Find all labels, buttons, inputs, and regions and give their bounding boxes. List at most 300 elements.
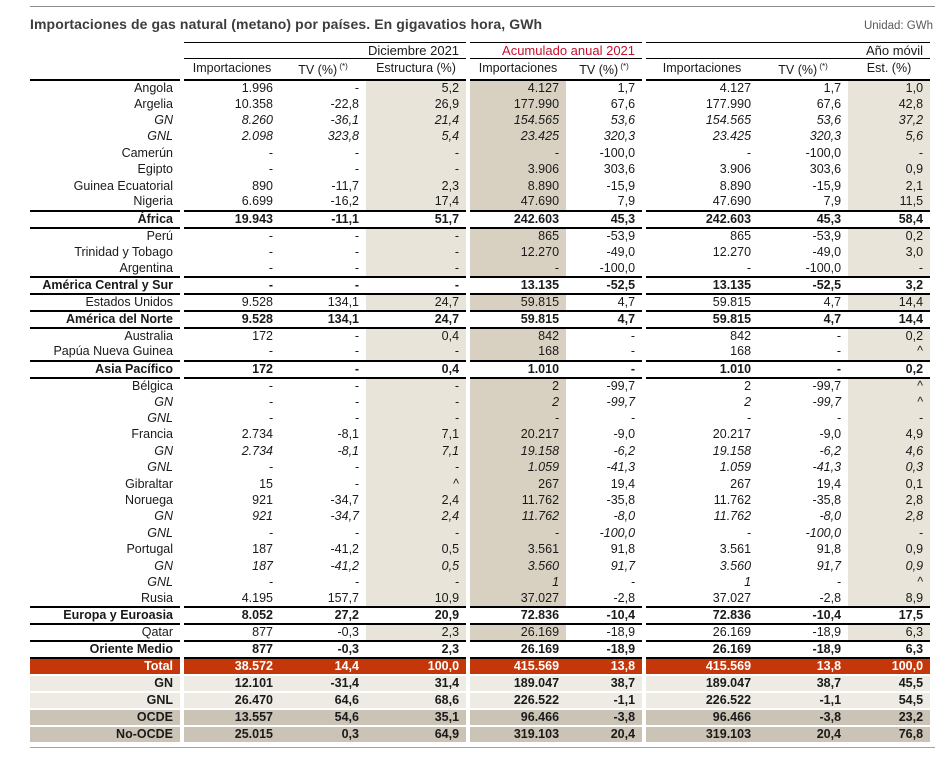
- value-cell: 37.027: [470, 591, 566, 607]
- value-cell: 12.270: [712, 244, 752, 259]
- value-cell: -: [354, 260, 359, 275]
- value-cell: 3.906: [470, 162, 566, 178]
- value-cell: -: [836, 575, 842, 589]
- value-cell: -: [280, 277, 366, 294]
- value-cell: -1,1: [758, 692, 848, 709]
- column-header: Importaciones: [184, 59, 280, 80]
- value-cell: -8,0: [819, 509, 842, 524]
- value-cell: -: [354, 244, 359, 259]
- value-cell: 319.103: [646, 726, 758, 742]
- value-cell: -18,9: [606, 625, 636, 640]
- value-cell: 1.010: [646, 361, 758, 378]
- value-cell: 8.890: [470, 178, 566, 194]
- value-cell: 45,3: [758, 211, 848, 228]
- value-cell: 0,2: [848, 328, 930, 344]
- value-cell: 72.836: [646, 607, 758, 624]
- value-cell: -0,3: [337, 625, 359, 640]
- value-cell: -6,2: [613, 443, 636, 458]
- value-cell: -49,0: [606, 244, 636, 259]
- row-label: GN: [154, 113, 173, 128]
- value-cell: 10.358: [234, 96, 273, 111]
- page-title: Importaciones de gas natural (metano) por países. En gigavatios hora, GWh: [30, 16, 543, 32]
- value-cell: -: [268, 460, 273, 475]
- value-cell: 54,6: [280, 709, 366, 726]
- value-cell: 267: [470, 476, 566, 492]
- table-row: [30, 574, 930, 590]
- table-row: [30, 443, 930, 459]
- row-label: Perú: [146, 228, 173, 243]
- value-cell: -: [354, 575, 359, 589]
- value-cell: 64,9: [366, 726, 466, 742]
- value-cell: 842: [730, 329, 752, 344]
- row-label: GN: [30, 675, 180, 692]
- value-cell: 303,6: [809, 162, 842, 177]
- value-cell: 72.836: [470, 607, 566, 624]
- column-header: TV (%) (*): [280, 59, 366, 80]
- value-cell: -: [354, 378, 359, 393]
- value-cell: 26,9: [366, 96, 466, 112]
- value-cell: 2: [470, 378, 566, 394]
- value-cell: -99,7: [812, 378, 842, 393]
- value-cell: 54,5: [848, 692, 930, 709]
- table-row: [30, 542, 930, 558]
- table-row: [30, 558, 930, 574]
- row-label: Estados Unidos: [85, 294, 173, 309]
- value-cell: 5,4: [366, 129, 466, 145]
- value-cell: 19.158: [712, 443, 752, 458]
- value-cell: -34,7: [330, 493, 359, 508]
- row-label: GNL: [147, 129, 173, 144]
- value-cell: -9,0: [819, 427, 842, 442]
- value-cell: 2.098: [241, 129, 273, 144]
- table-row: [30, 675, 930, 692]
- value-cell: 2,8: [848, 492, 930, 508]
- row-label: OCDE: [30, 709, 180, 726]
- value-cell: -: [354, 411, 359, 426]
- value-cell: 2: [744, 378, 752, 393]
- table-row: [30, 607, 930, 624]
- value-cell: ^: [848, 344, 930, 360]
- row-label: Papúa Nueva Guinea: [53, 344, 173, 359]
- table-row: [30, 378, 930, 394]
- row-label: GNL: [147, 411, 173, 426]
- value-cell: 23,2: [848, 709, 930, 726]
- value-cell: -10,4: [758, 607, 848, 624]
- value-cell: 157,7: [327, 590, 359, 605]
- value-cell: -: [354, 344, 359, 359]
- value-cell: -: [836, 344, 842, 359]
- value-cell: 31,4: [366, 675, 466, 692]
- value-cell: 6.699: [241, 194, 273, 209]
- value-cell: 38,7: [566, 675, 642, 692]
- imports-table: [30, 42, 930, 742]
- row-label: Rusia: [141, 590, 173, 605]
- corner-cell: [30, 59, 180, 80]
- value-cell: 6,3: [848, 641, 930, 658]
- column-header: Importaciones: [470, 59, 566, 80]
- value-cell: 27,2: [280, 607, 366, 624]
- value-cell: -: [366, 460, 466, 476]
- value-cell: -99,7: [812, 394, 842, 409]
- row-label: Australia: [124, 329, 173, 344]
- value-cell: 3.560: [470, 558, 566, 574]
- table-row: [30, 641, 930, 658]
- value-cell: -: [366, 344, 466, 360]
- value-cell: -100,0: [805, 525, 842, 540]
- value-cell: 2,4: [366, 509, 466, 525]
- table-row: [30, 328, 930, 344]
- value-cell: 189.047: [470, 675, 566, 692]
- row-label: Nigeria: [133, 194, 173, 209]
- value-cell: -15,9: [606, 178, 636, 193]
- row-label: Total: [30, 658, 180, 675]
- value-cell: -: [268, 525, 273, 540]
- value-cell: -6,2: [819, 443, 842, 458]
- value-cell: -: [354, 394, 359, 409]
- value-cell: -41,2: [330, 558, 359, 573]
- value-cell: 20,4: [758, 726, 848, 742]
- value-cell: 865: [730, 228, 752, 243]
- row-label: Oriente Medio: [30, 641, 180, 658]
- value-cell: 58,4: [848, 211, 930, 228]
- value-cell: 25.015: [184, 726, 280, 742]
- value-cell: -: [366, 244, 466, 260]
- value-cell: 13,8: [566, 658, 642, 675]
- value-cell: -: [354, 145, 359, 160]
- value-cell: -: [366, 260, 466, 276]
- value-cell: -: [366, 277, 466, 294]
- value-cell: 2.734: [241, 427, 273, 442]
- value-cell: -3,8: [566, 709, 642, 726]
- value-cell: 26.169: [470, 624, 566, 641]
- value-cell: -0,3: [280, 641, 366, 658]
- table-row: [30, 228, 930, 244]
- row-label: América del Norte: [30, 311, 180, 328]
- value-cell: 26.169: [470, 641, 566, 658]
- value-cell: 13.557: [184, 709, 280, 726]
- value-cell: -: [280, 361, 366, 378]
- value-cell: -34,7: [330, 509, 359, 524]
- value-cell: -: [366, 228, 466, 244]
- value-cell: -8,0: [613, 509, 636, 524]
- value-cell: -8,1: [337, 427, 359, 442]
- value-cell: 59.815: [646, 311, 758, 328]
- value-cell: 415.569: [470, 658, 566, 675]
- value-cell: 67,6: [816, 96, 842, 111]
- value-cell: 38,7: [758, 675, 848, 692]
- table-row: [30, 311, 930, 328]
- value-cell: 4.127: [470, 80, 566, 96]
- table-row: [30, 476, 930, 492]
- value-cell: 8,9: [848, 591, 930, 607]
- value-cell: -: [470, 145, 566, 161]
- value-cell: 59.815: [470, 294, 566, 311]
- value-cell: 38.572: [184, 658, 280, 675]
- table-row: [30, 427, 930, 443]
- value-cell: -: [746, 411, 752, 426]
- value-cell: 0,3: [848, 460, 930, 476]
- value-cell: 91,7: [610, 558, 636, 573]
- value-cell: 134,1: [327, 294, 359, 309]
- value-cell: 100,0: [848, 658, 930, 675]
- value-cell: -: [836, 411, 842, 426]
- value-cell: 0,9: [848, 162, 930, 178]
- value-cell: 1.010: [470, 361, 566, 378]
- value-cell: 187: [252, 542, 273, 557]
- value-cell: 8.052: [184, 607, 280, 624]
- value-cell: -: [184, 277, 280, 294]
- value-cell: -: [470, 410, 566, 426]
- value-cell: 4.127: [719, 80, 752, 95]
- value-cell: -: [848, 410, 930, 426]
- row-label: Bélgica: [132, 378, 173, 393]
- value-cell: 9.528: [241, 294, 273, 309]
- table-row: [30, 726, 930, 742]
- value-cell: -: [836, 329, 842, 344]
- value-cell: 1.059: [470, 460, 566, 476]
- unit-label: Unidad: GWh: [863, 20, 933, 32]
- value-cell: 96.466: [646, 709, 758, 726]
- column-header: TV (%) (*): [566, 59, 642, 80]
- value-cell: 20.217: [712, 427, 752, 442]
- row-label: No-OCDE: [30, 726, 180, 742]
- value-cell: 42,8: [848, 96, 930, 112]
- row-label: Camerún: [121, 145, 173, 160]
- value-cell: 0,1: [848, 476, 930, 492]
- value-cell: 5,6: [848, 129, 930, 145]
- value-cell: 4,7: [823, 294, 842, 309]
- value-cell: -: [366, 145, 466, 161]
- value-cell: -18,9: [812, 625, 842, 640]
- row-label: Gibraltar: [125, 476, 173, 491]
- value-cell: 20,9: [366, 607, 466, 624]
- table-row: [30, 344, 930, 360]
- value-cell: -100,0: [599, 260, 636, 275]
- value-cell: 3.561: [719, 542, 752, 557]
- value-cell: 37.027: [712, 590, 752, 605]
- value-cell: -: [848, 260, 930, 276]
- value-cell: 921: [252, 509, 273, 524]
- value-cell: -52,5: [758, 277, 848, 294]
- value-cell: -: [268, 378, 273, 393]
- value-cell: -53,9: [812, 228, 842, 243]
- value-cell: 17,4: [366, 194, 466, 210]
- value-cell: 68,6: [366, 692, 466, 709]
- value-cell: 9.528: [184, 311, 280, 328]
- row-label: Trinidad y Tobago: [74, 244, 173, 259]
- table-row: [30, 211, 930, 228]
- value-cell: -: [366, 378, 466, 394]
- value-cell: 172: [184, 361, 280, 378]
- corner-cell: [30, 43, 180, 59]
- value-cell: 0,4: [366, 328, 466, 344]
- table-row: [30, 162, 930, 178]
- value-cell: 0,3: [280, 726, 366, 742]
- value-cell: 323,8: [327, 129, 359, 144]
- value-cell: 1,7: [617, 80, 636, 95]
- value-cell: 3.906: [719, 162, 752, 177]
- value-cell: 14,4: [848, 294, 930, 311]
- table-row: [30, 460, 930, 476]
- value-cell: -36,1: [330, 113, 359, 128]
- value-cell: 0,2: [848, 361, 930, 378]
- value-cell: 242.603: [646, 211, 758, 228]
- table-row: [30, 361, 930, 378]
- table-row: [30, 709, 930, 726]
- value-cell: 842: [470, 328, 566, 344]
- value-cell: 319.103: [470, 726, 566, 742]
- row-label: África: [30, 211, 180, 228]
- value-cell: -100,0: [599, 145, 636, 160]
- value-cell: 267: [730, 476, 752, 491]
- value-cell: 26.470: [184, 692, 280, 709]
- value-cell: 4,7: [566, 311, 642, 328]
- value-cell: 8.260: [241, 113, 273, 128]
- value-cell: 15: [259, 476, 273, 491]
- value-cell: 24,7: [366, 311, 466, 328]
- value-cell: -: [366, 574, 466, 590]
- value-cell: 53,6: [610, 113, 636, 128]
- value-cell: 4,7: [617, 294, 636, 309]
- value-cell: -: [746, 525, 752, 540]
- row-label: GNL: [147, 575, 173, 589]
- value-cell: -11,7: [331, 178, 359, 193]
- value-cell: -35,8: [606, 493, 636, 508]
- value-cell: 921: [252, 493, 273, 508]
- value-cell: 865: [470, 228, 566, 244]
- row-label: Guinea Ecuatorial: [73, 178, 173, 193]
- value-cell: -8,1: [337, 443, 359, 458]
- value-cell: 154.565: [470, 112, 566, 128]
- row-label: GN: [154, 509, 173, 524]
- value-cell: 19.943: [184, 211, 280, 228]
- value-cell: -35,8: [812, 493, 842, 508]
- column-header: Importaciones: [646, 59, 758, 80]
- value-cell: 13.135: [646, 277, 758, 294]
- table-row: [30, 194, 930, 210]
- table-row: [30, 129, 930, 145]
- value-cell: 67,6: [610, 96, 636, 111]
- value-cell: -: [268, 244, 273, 259]
- value-cell: 14,4: [280, 658, 366, 675]
- value-cell: 47.690: [712, 194, 752, 209]
- value-cell: -: [366, 394, 466, 410]
- table-row: [30, 692, 930, 709]
- value-cell: -41,2: [330, 542, 359, 557]
- table-row: [30, 112, 930, 128]
- row-label: Angola: [134, 80, 173, 95]
- value-cell: 187: [252, 558, 273, 573]
- value-cell: -: [268, 228, 273, 243]
- value-cell: -: [268, 145, 273, 160]
- value-cell: 226.522: [646, 692, 758, 709]
- row-label: Egipto: [137, 162, 173, 177]
- value-cell: -: [268, 575, 273, 589]
- value-cell: -: [848, 145, 930, 161]
- value-cell: 10,9: [366, 591, 466, 607]
- value-cell: 0,9: [848, 542, 930, 558]
- value-cell: 226.522: [470, 692, 566, 709]
- value-cell: 168: [470, 344, 566, 360]
- value-cell: 177.990: [470, 96, 566, 112]
- value-cell: 1: [744, 575, 752, 589]
- value-cell: -: [630, 329, 636, 344]
- value-cell: 2,4: [366, 492, 466, 508]
- value-cell: 0,5: [366, 542, 466, 558]
- value-cell: 13,8: [758, 658, 848, 675]
- value-cell: 4,9: [848, 427, 930, 443]
- value-cell: -100,0: [805, 260, 842, 275]
- value-cell: 172: [252, 329, 273, 344]
- value-cell: 11,5: [848, 194, 930, 210]
- column-header: Estructura (%): [366, 59, 466, 80]
- value-cell: -15,9: [812, 178, 842, 193]
- table-subheader-row: [30, 59, 930, 80]
- row-label: GN: [154, 558, 173, 573]
- value-cell: 26.169: [712, 625, 752, 640]
- value-cell: -1,1: [566, 692, 642, 709]
- value-cell: -: [354, 525, 359, 540]
- value-cell: 59.815: [470, 311, 566, 328]
- value-cell: -18,9: [758, 641, 848, 658]
- group-header: Año móvil: [646, 43, 930, 59]
- value-cell: 7,1: [366, 443, 466, 459]
- value-cell: 4,7: [758, 311, 848, 328]
- value-cell: -31,4: [280, 675, 366, 692]
- value-cell: 3.560: [719, 558, 752, 573]
- value-cell: 37,2: [848, 112, 930, 128]
- value-cell: 2,8: [848, 509, 930, 525]
- value-cell: -3,8: [758, 709, 848, 726]
- table-row: [30, 492, 930, 508]
- value-cell: -2,8: [613, 590, 636, 605]
- value-cell: 4,6: [848, 443, 930, 459]
- value-cell: -: [366, 525, 466, 541]
- value-cell: 12.101: [184, 675, 280, 692]
- table-row: [30, 80, 930, 96]
- value-cell: 2,3: [366, 178, 466, 194]
- value-cell: -: [630, 344, 636, 359]
- value-cell: 2,3: [366, 624, 466, 641]
- value-cell: -: [746, 145, 752, 160]
- value-cell: 877: [184, 641, 280, 658]
- value-cell: 1.996: [241, 80, 273, 95]
- value-cell: 3,2: [848, 277, 930, 294]
- value-cell: 14,4: [848, 311, 930, 328]
- value-cell: -99,7: [606, 394, 636, 409]
- row-label: Argelia: [134, 96, 173, 111]
- value-cell: 5,2: [366, 80, 466, 96]
- value-cell: 3.561: [470, 542, 566, 558]
- value-cell: ^: [848, 574, 930, 590]
- table-row: [30, 509, 930, 525]
- value-cell: -18,9: [566, 641, 642, 658]
- value-cell: 96.466: [470, 709, 566, 726]
- value-cell: -: [848, 525, 930, 541]
- value-cell: -: [630, 575, 636, 589]
- value-cell: 1,7: [823, 80, 842, 95]
- value-cell: -11,1: [280, 211, 366, 228]
- table-row: [30, 260, 930, 276]
- value-cell: -: [566, 361, 642, 378]
- row-label: Portugal: [126, 542, 173, 557]
- value-cell: 3,0: [848, 244, 930, 260]
- value-cell: -: [268, 394, 273, 409]
- value-cell: 51,7: [366, 211, 466, 228]
- table-row: [30, 244, 930, 260]
- value-cell: 26.169: [646, 641, 758, 658]
- value-cell: 320,3: [603, 129, 636, 144]
